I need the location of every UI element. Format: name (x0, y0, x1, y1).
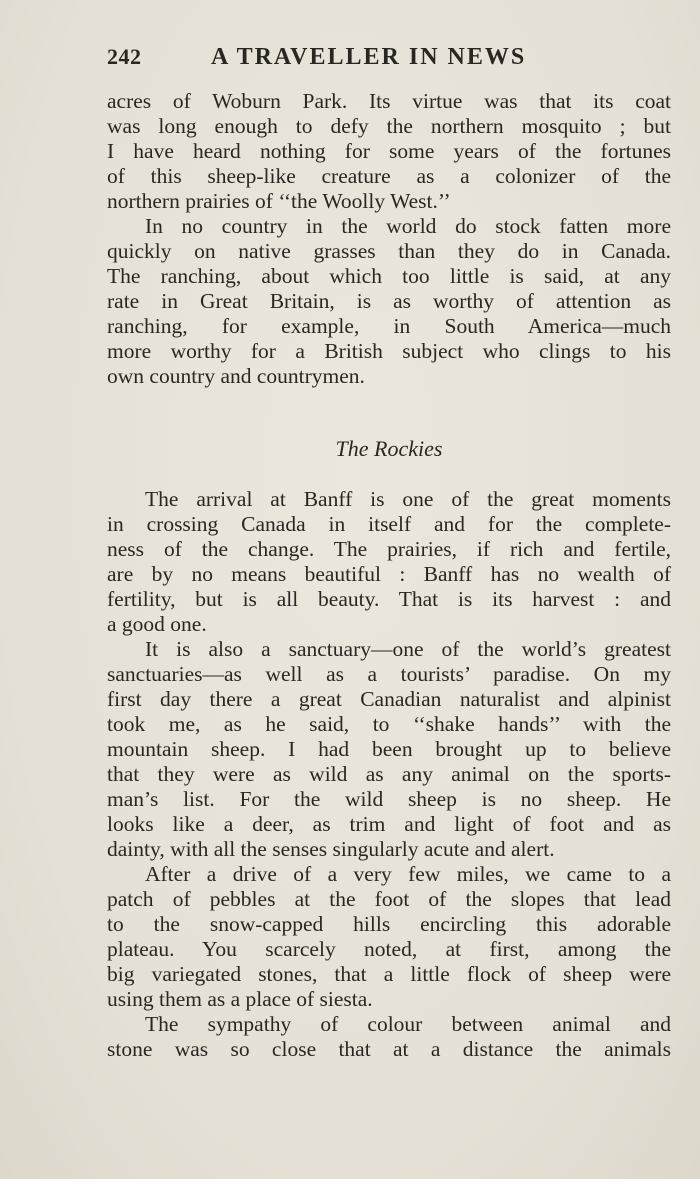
text-line: big variegated stones, that a little flock of sheep were (107, 962, 671, 986)
text-line: in crossing Canada in itself and for the complete- (107, 512, 671, 536)
text-line: patch of pebbles at the foot of the slopes that lead (107, 887, 671, 911)
text-block-lower (107, 487, 671, 1062)
text-line: that they were as wild as any animal on the sports- (107, 762, 671, 786)
text-line: dainty, with all the senses singularly acute and alert. (107, 837, 555, 861)
text-line: rate in Great Britain, is as worthy of attention as (107, 289, 671, 313)
text-line: mountain sheep. I had been brought up to believe (107, 737, 671, 761)
text-line: first day there a great Canadian naturalist and alpinist (107, 687, 671, 711)
text-line: stone was so close that at a distance the animals (107, 1037, 671, 1061)
text-line: man’s list. For the wild sheep is no sheep. He (107, 787, 671, 811)
text-line: was long enough to defy the northern mosquito ; but (107, 114, 671, 138)
text-line: After a drive of a very few miles, we came to a (145, 862, 671, 886)
text-line: ness of the change. The prairies, if rich and fertile, (107, 537, 671, 561)
text-line: In no country in the world do stock fatten more (145, 214, 671, 238)
running-header (107, 44, 671, 74)
text-line: took me, as he said, to ‘‘shake hands’’ with the (107, 712, 671, 736)
text-line: plateau. You scarcely noted, at first, among the (107, 937, 671, 961)
text-line: acres of Woburn Park. Its virtue was that its coat (107, 89, 671, 113)
text-line: quickly on native grasses than they do in Canada. (107, 239, 671, 263)
text-line: using them as a place of siesta. (107, 987, 373, 1011)
text-line: own country and countrymen. (107, 364, 365, 388)
text-line: The ranching, about which too little is said, at any (107, 264, 671, 288)
text-line: are by no means beautiful : Banff has no wealth of (107, 562, 671, 586)
text-line: It is also a sanctuary—one of the world’s greatest (145, 637, 671, 661)
page-number: 242 (107, 44, 142, 69)
text-line: more worthy for a British subject who clings to his (107, 339, 671, 363)
text-block-upper (107, 89, 671, 389)
text-line: to the snow-capped hills encircling this adorable (107, 912, 671, 936)
running-title: A TRAVELLER IN NEWS (211, 44, 527, 70)
text-line: a good one. (107, 612, 207, 636)
section-heading: The Rockies (335, 436, 443, 461)
text-line: of this sheep-like creature as a colonizer of the (107, 164, 671, 188)
text-line: I have heard nothing for some years of the fortunes (107, 139, 671, 163)
text-line: fertility, but is all beauty. That is its harvest : and (107, 587, 671, 611)
text-line: The arrival at Banff is one of the great moments (145, 487, 671, 511)
text-line: ranching, for example, in South America—much (107, 314, 671, 338)
text-line: looks like a deer, as trim and light of foot and as (107, 812, 671, 836)
text-line: northern prairies of ‘‘the Woolly West.’’ (107, 189, 451, 213)
text-line: sanctuaries—as well as a tourists’ paradise. On my (107, 662, 671, 686)
text-line: The sympathy of colour between animal and (145, 1012, 671, 1036)
